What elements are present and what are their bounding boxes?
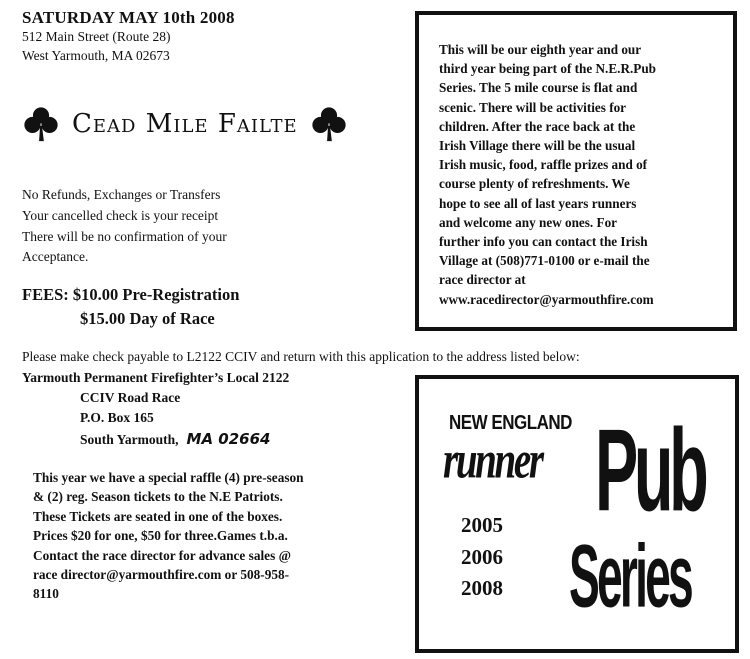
handwritten-state-zip: MA 02664 xyxy=(186,430,271,448)
raffle-line: race director@yarmouthfire.com or 508-958- xyxy=(33,567,290,583)
logo-pub: Pub xyxy=(595,406,705,537)
info-line: Village at (508)771-0100 or e-mail the xyxy=(439,253,650,269)
policy-line-4: Acceptance. xyxy=(22,249,89,264)
series-year: 2006 xyxy=(461,545,503,569)
info-line: Irish music, food, raffle prizes and of xyxy=(439,157,648,173)
policy-line-2: Your cancelled check is your receipt xyxy=(22,208,219,223)
greeting-banner xyxy=(22,104,367,144)
shamrock-icon xyxy=(310,105,348,143)
raffle-announcement xyxy=(33,468,378,604)
series-year: 2008 xyxy=(461,576,503,600)
series-year: 2005 xyxy=(461,513,503,537)
info-line: course plenty of refreshments. We xyxy=(439,176,630,192)
shamrock-icon xyxy=(22,105,60,143)
logo-series: Series xyxy=(569,525,691,626)
mailing-line-3 xyxy=(80,430,270,448)
raffle-line: These Tickets are seated in one of the boxes. xyxy=(33,508,283,524)
info-line: Series. The 5 mile course is flat and xyxy=(439,80,638,96)
mailing-city: South Yarmouth, xyxy=(80,432,179,447)
logo-new-england: NEW ENGLAND xyxy=(449,411,572,434)
raffle-line: 8110 xyxy=(33,586,59,602)
fees-pre-registration: FEES: $10.00 Pre-Registration xyxy=(22,285,240,304)
info-line: third year being part of the N.E.R.Pub xyxy=(439,61,656,77)
info-line: and welcome any new ones. For xyxy=(439,214,618,230)
info-line: further info you can contact the Irish xyxy=(439,234,648,250)
address-line-2: West Yarmouth, MA 02673 xyxy=(22,48,170,63)
raffle-line: Contact the race director for advance sales @ xyxy=(33,547,291,563)
address-line-1: 512 Main Street (Route 28) xyxy=(22,29,171,44)
raffle-line: This year we have a special raffle (4) pre-season xyxy=(33,470,304,485)
race-date: SATURDAY MAY 10th 2008 xyxy=(22,8,235,27)
payment-instructions: Please make check payable to L2122 CCIV and return with this application to the address listed below: xyxy=(22,349,580,364)
mailing-org: Yarmouth Permanent Firefighter’s Local 2122 xyxy=(22,370,290,385)
fees-day-of-race: $15.00 Day of Race xyxy=(80,309,215,328)
policy-line-3: There will be no confirmation of your xyxy=(22,229,227,244)
raffle-line: & (2) reg. Season tickets to the N.E Patriots. xyxy=(33,489,283,505)
info-line: hope to see all of last years runners xyxy=(439,195,637,211)
info-line: race director at xyxy=(439,272,526,288)
info-line: scenic. There will be activities for xyxy=(439,99,627,115)
policy-line-1: No Refunds, Exchanges or Transfers xyxy=(22,187,221,202)
mailing-line-2: P.O. Box 165 xyxy=(80,410,154,425)
greeting-text: Cead Mile Failte xyxy=(72,109,298,139)
mailing-line-1: CCIV Road Race xyxy=(80,390,181,405)
info-line: Irish Village there will be the usual xyxy=(439,138,636,154)
logo-runner: runner xyxy=(443,430,542,489)
race-info-box xyxy=(415,11,737,331)
info-line: This will be our eighth year and our xyxy=(439,42,642,57)
raffle-line: Prices $20 for one, $50 for three.Games t.b.a. xyxy=(33,528,288,544)
info-email-link: www.racedirector@yarmouthfire.com xyxy=(439,291,654,307)
pub-series-logo-box xyxy=(415,375,739,653)
info-line: children. After the race back at the xyxy=(439,118,636,134)
